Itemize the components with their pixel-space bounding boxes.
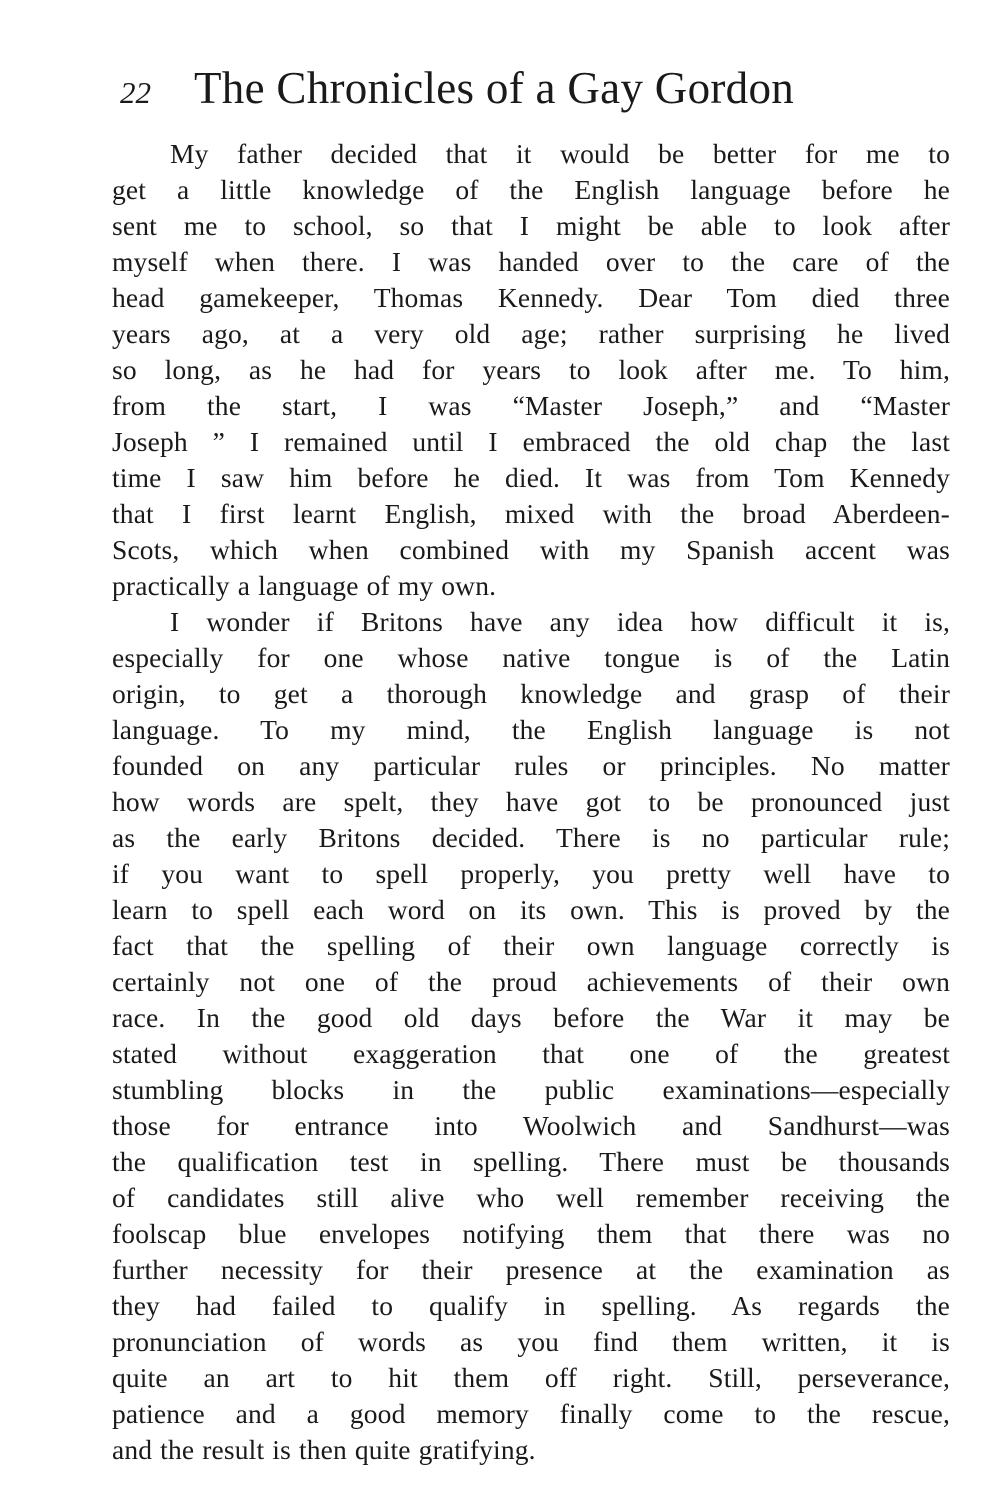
text-line: Scots, which when combined with my Spanish accent was [112,534,950,565]
text-line: the qualification test in spelling. There must be thousands [112,1146,950,1177]
text-line: practically a language of my own. [112,570,497,601]
text-line: stumbling blocks in the public examinations—especially [112,1074,950,1105]
page-number: 22 [120,75,151,110]
text-line: so long, as he had for years to look after me. To him, [112,354,950,385]
text-line: founded on any particular rules or principles. No matter [112,750,950,781]
text-line: origin, to get a thorough knowledge and grasp of their [112,678,950,709]
running-title: The Chronicles of a Gay Gordon [194,63,795,113]
text-line: of candidates still alive who well remember receiving the [112,1182,950,1213]
text-line: myself when there. I was handed over to the care of the [112,246,950,277]
text-line: further necessity for their presence at the examination as [112,1254,950,1285]
text-line: get a little knowledge of the English language before he [112,174,950,205]
paragraph-2 [112,604,950,1468]
text-line: My father decided that it would be better for me to [170,138,950,169]
text-line: from the start, I was “Master Joseph,” and “Master [112,390,950,421]
text-line: if you want to spell properly, you pretty well have to [112,858,950,889]
page-header [112,62,950,130]
text-line: head gamekeeper, Thomas Kennedy. Dear Tom died three [112,282,950,313]
text-line: sent me to school, so that I might be able to look after [112,210,950,241]
text-line: pronunciation of words as you find them written, it is [112,1326,950,1357]
paragraph-1 [112,136,950,604]
text-line: quite an art to hit them off right. Still, perseverance, [112,1362,950,1393]
page-body [112,62,950,1468]
text-line: language. To my mind, the English language is not [112,714,950,745]
text-line: patience and a good memory finally come to the rescue, [112,1398,950,1429]
text-line: those for entrance into Woolwich and Sandhurst—was [112,1110,950,1141]
text-line: stated without exaggeration that one of the greatest [112,1038,950,1069]
text-line: learn to spell each word on its own. This is proved by the [112,894,950,925]
text-line: time I saw him before he died. It was from Tom Kennedy [112,462,950,493]
text-line: that I first learnt English, mixed with the broad Aberdeen- [112,498,950,529]
text-line: race. In the good old days before the War it may be [112,1002,950,1033]
text-line: Joseph ” I remained until I embraced the old chap the last [112,426,950,457]
text-line: years ago, at a very old age; rather surprising he lived [112,318,950,349]
text-line: foolscap blue envelopes notifying them that there was no [112,1218,950,1249]
text-line: how words are spelt, they have got to be pronounced just [112,786,950,817]
text-line: I wonder if Britons have any idea how difficult it is, [170,606,950,637]
text-line: they had failed to qualify in spelling. As regards the [112,1290,950,1321]
text-line: certainly not one of the proud achievements of their own [112,966,950,997]
text-line: as the early Britons decided. There is no particular rule; [112,822,950,853]
text-line: especially for one whose native tongue is of the Latin [112,642,950,673]
text-line: fact that the spelling of their own language correctly is [112,930,950,961]
text-line: and the result is then quite gratifying. [112,1434,536,1465]
